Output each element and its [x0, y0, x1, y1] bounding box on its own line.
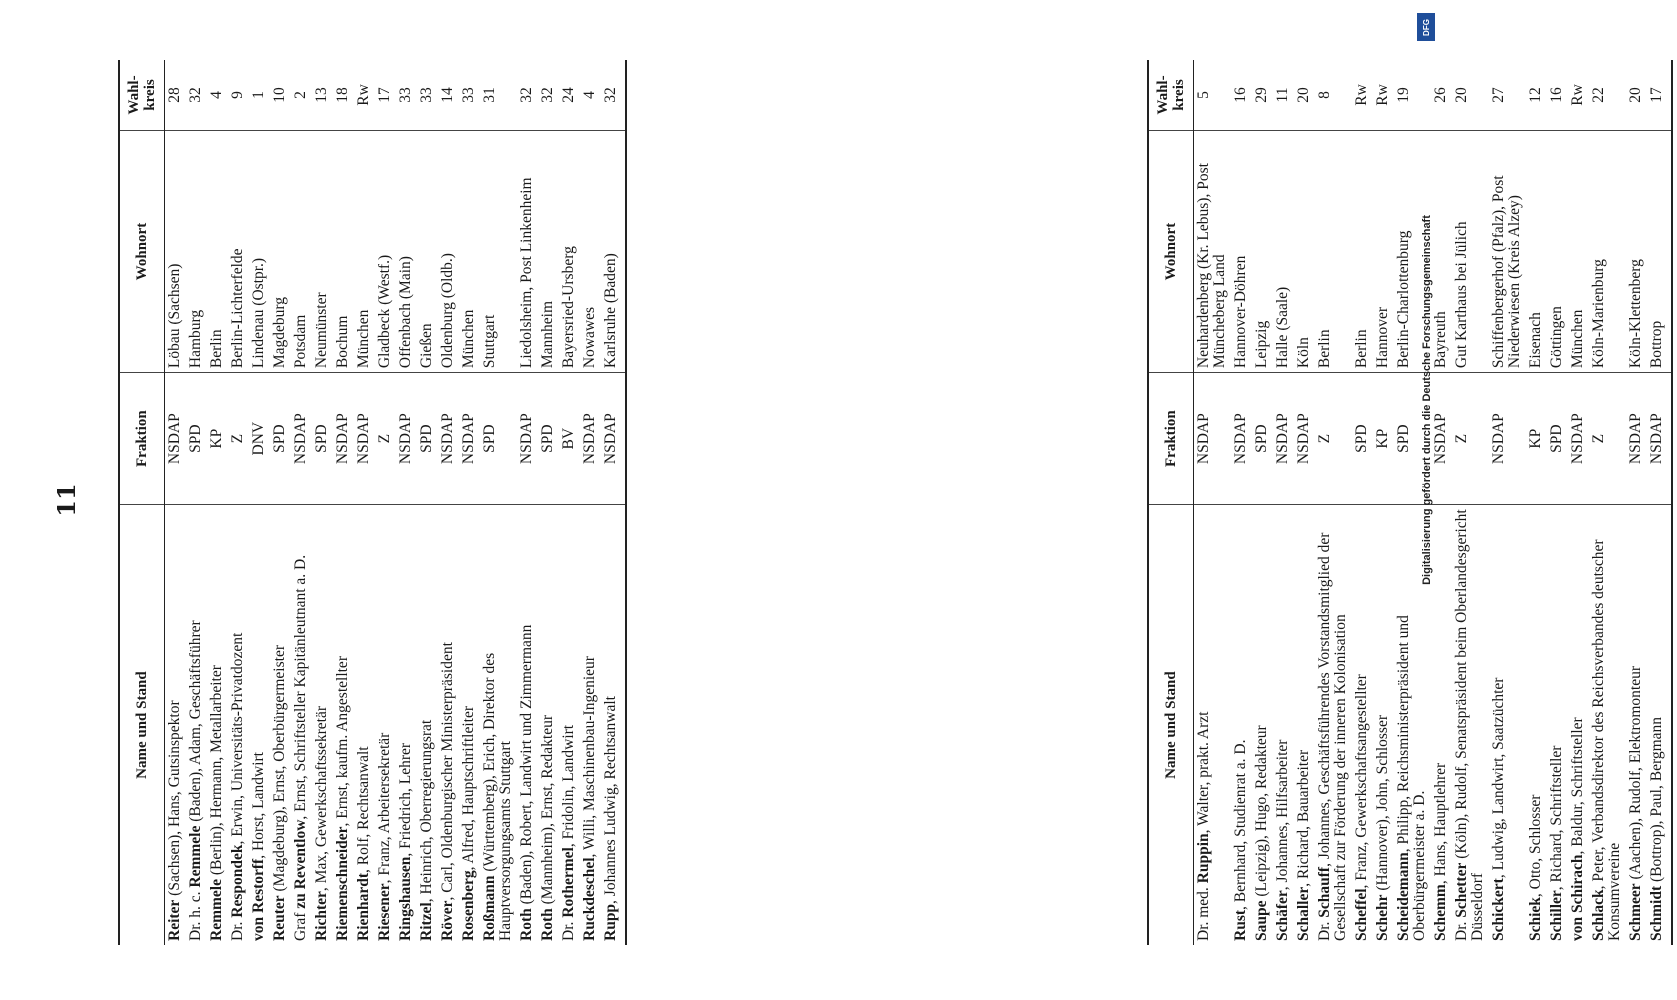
fraktion-cell: NSDAP — [517, 373, 538, 505]
member-surname: Ruppin — [1195, 833, 1212, 884]
fraktion-cell: NSDAP — [1489, 373, 1526, 505]
table-row — [417, 60, 438, 945]
member-name-cell — [1647, 505, 1672, 945]
wahlkreis-cell: 11 — [1273, 60, 1294, 130]
fraktion-cell: KP — [1526, 373, 1547, 505]
wahlkreis-cell: 32 — [186, 60, 207, 130]
member-name-cell — [312, 505, 333, 945]
header-fraktion: Fraktion — [1148, 373, 1194, 505]
left-table-body — [165, 60, 627, 945]
fraktion-cell: SPD — [538, 373, 559, 505]
wahlkreis-cell: Rw — [1373, 60, 1394, 130]
members-table-left — [118, 60, 631, 945]
wahlkreis-cell: 33 — [459, 60, 480, 130]
member-surname: Scheidemann — [1395, 852, 1412, 941]
wahlkreis-cell: 32 — [538, 60, 559, 130]
member-name-cell — [1194, 505, 1232, 945]
member-details: (Württemberg), Erich, Direktor des Hauptversorgungsamts Stuttgart — [481, 652, 514, 941]
table-row — [1315, 60, 1352, 945]
wohnort-cell: Hannover — [1373, 130, 1394, 372]
table-row — [228, 60, 249, 945]
table-row — [1647, 60, 1672, 945]
member-surname: Riemenschneider — [334, 826, 351, 941]
table-row — [270, 60, 291, 945]
wohnort-cell: Berlin — [1352, 130, 1373, 372]
member-details: , Walter, prakt. Arzt — [1195, 711, 1212, 834]
wahlkreis-cell: 1 — [249, 60, 270, 130]
member-surname: Ruckdeschel — [581, 857, 598, 941]
dfg-logo-icon: DFG — [1417, 13, 1435, 41]
wahlkreis-cell: 29 — [1252, 60, 1273, 130]
wahlkreis-cell: 4 — [207, 60, 228, 130]
member-name-cell — [1352, 505, 1373, 945]
table-row — [1231, 60, 1252, 945]
member-name-cell — [1526, 505, 1547, 945]
wohnort-cell: Bayersried-Ursberg — [559, 130, 580, 372]
member-name-cell — [417, 505, 438, 945]
name-prefix: Dr. h. c. — [187, 887, 204, 941]
wahlkreis-cell: 20 — [1452, 60, 1489, 130]
wahlkreis-cell: 13 — [312, 60, 333, 130]
header-fraktion: Fraktion — [119, 373, 165, 505]
member-surname: Roth — [518, 908, 535, 941]
wahlkreis-cell: 22 — [1589, 60, 1626, 130]
fraktion-cell: NSDAP — [1568, 373, 1589, 505]
fraktion-cell: NSDAP — [1431, 373, 1452, 505]
table-row — [1252, 60, 1273, 945]
wohnort-cell: Neuhardenberg (Kr. Lebus), Post Müncheberg Land — [1194, 130, 1232, 372]
member-details: , Friedrich, Lehrer — [397, 742, 414, 857]
member-details: , Philipp, Reichsministerpräsident und Oberbürgermeister a. D. — [1395, 615, 1428, 941]
member-surname: von Restorff — [250, 858, 267, 941]
table-row — [1294, 60, 1315, 945]
wohnort-cell: Leipzig — [1252, 130, 1273, 372]
member-surname: Ringshausen — [397, 856, 414, 941]
wahlkreis-cell: Rw — [1352, 60, 1373, 130]
member-name-cell — [580, 505, 601, 945]
fraktion-cell: NSDAP — [1647, 373, 1672, 505]
member-name-cell — [249, 505, 270, 945]
wahlkreis-cell: 27 — [1489, 60, 1526, 130]
member-details: , Johannes, Hilfsarbeiter — [1274, 739, 1291, 891]
member-surname: Roth — [539, 908, 556, 941]
fraktion-cell: SPD — [1352, 373, 1373, 505]
member-surname: Reiter — [166, 899, 183, 941]
wohnort-cell: Liedolsheim, Post Linkenheim — [517, 130, 538, 372]
member-name-cell — [1373, 505, 1394, 945]
digitization-credit — [1416, 5, 1438, 995]
table-bottom-rule — [1672, 60, 1677, 945]
member-surname: Respondek — [229, 844, 246, 918]
wahlkreis-cell: 17 — [375, 60, 396, 130]
fraktion-cell: NSDAP — [1194, 373, 1232, 505]
fraktion-cell: NSDAP — [1231, 373, 1252, 505]
table-row — [1626, 60, 1647, 945]
page-number: 11 — [52, 483, 81, 517]
member-surname: Schäfer — [1274, 890, 1291, 941]
wohnort-cell: Göttingen — [1547, 130, 1568, 372]
member-details: (Baden), Adam, Geschäftsführer — [187, 620, 204, 826]
wohnort-cell: Köln — [1294, 130, 1315, 372]
wahlkreis-cell: 24 — [559, 60, 580, 130]
member-details: , Otto, Schlosser — [1527, 794, 1544, 898]
member-surname: Reuter — [271, 895, 288, 941]
table-row — [1273, 60, 1294, 945]
members-table-right — [1147, 60, 1677, 945]
fraktion-cell: SPD — [1252, 373, 1273, 505]
member-surname: Riesener — [376, 883, 393, 941]
member-details: , Rolf, Rechtsanwalt — [355, 746, 372, 873]
table-bottom-rule — [626, 60, 631, 945]
member-details: , Franz, Arbeitersekretär — [376, 732, 393, 884]
wahlkreis-cell: 16 — [1547, 60, 1568, 130]
header-wahlkreis: Wahl-kreis — [1148, 60, 1194, 130]
wahlkreis-cell: 18 — [333, 60, 354, 130]
fraktion-cell: SPD — [186, 373, 207, 505]
wohnort-cell: München — [354, 130, 375, 372]
member-name-cell — [165, 505, 187, 945]
name-prefix: Dr. med. — [1195, 883, 1212, 941]
fraktion-cell: NSDAP — [396, 373, 417, 505]
name-prefix: Dr. — [1453, 917, 1470, 941]
fraktion-cell: SPD — [417, 373, 438, 505]
member-details: (Köln), Rudolf, Senatspräsident beim Oberlandesgericht Düsseldorf — [1453, 509, 1486, 941]
wahlkreis-cell: 32 — [601, 60, 626, 130]
fraktion-cell: NSDAP — [580, 373, 601, 505]
member-details: (Berlin), Hermann, Metallarbeiter — [208, 665, 225, 880]
wahlkreis-cell: 31 — [480, 60, 517, 130]
wahlkreis-cell: 28 — [165, 60, 187, 130]
member-surname: Roßmann — [481, 875, 498, 941]
wohnort-cell: Schiffenbergerhof (Pfalz), Post Niederwiesen (Kreis Alzey) — [1489, 130, 1526, 372]
fraktion-cell: KP — [207, 373, 228, 505]
wahlkreis-cell: 4 — [580, 60, 601, 130]
wahlkreis-cell: 9 — [228, 60, 249, 130]
wohnort-cell: Potsdam — [291, 130, 312, 372]
member-details: , Willi, Maschinenbau-Ingenieur — [581, 656, 598, 858]
credit-text: Digitalisierung gefördert durch die Deutsche Forschungsgemeinschaft — [1421, 215, 1433, 585]
member-name-cell — [333, 505, 354, 945]
member-details: , Richard, Bauarbeiter — [1295, 749, 1312, 887]
fraktion-cell: Z — [1452, 373, 1489, 505]
member-details: , Alfred, Hauptschriftleiter — [460, 705, 477, 871]
member-name-cell — [1294, 505, 1315, 945]
wohnort-cell: Bochum — [333, 130, 354, 372]
member-details: , Fridolin, Landwirt — [560, 724, 577, 848]
member-surname: Schauff — [1316, 866, 1333, 918]
member-name-cell — [186, 505, 207, 945]
wahlkreis-cell: 17 — [1647, 60, 1672, 130]
table-row — [559, 60, 580, 945]
name-prefix: Graf — [292, 908, 309, 941]
member-name-cell — [270, 505, 291, 945]
wohnort-cell: Berlin-Lichterfelde — [228, 130, 249, 372]
wahlkreis-cell: 33 — [396, 60, 417, 130]
table-row — [333, 60, 354, 945]
member-name-cell — [538, 505, 559, 945]
fraktion-cell: SPD — [270, 373, 291, 505]
table-row — [480, 60, 517, 945]
table-row — [249, 60, 270, 945]
member-name-cell — [1273, 505, 1294, 945]
wahlkreis-cell: 5 — [1194, 60, 1232, 130]
table-row — [291, 60, 312, 945]
wohnort-cell: Berlin — [1315, 130, 1352, 372]
member-name-cell — [1315, 505, 1352, 945]
member-surname: Rosenberg — [460, 870, 477, 941]
member-name-cell — [1589, 505, 1626, 945]
member-surname: Remmele — [187, 825, 204, 888]
member-name-cell — [559, 505, 580, 945]
wahlkreis-cell: 26 — [1431, 60, 1452, 130]
member-name-cell — [228, 505, 249, 945]
member-surname: Schemm — [1432, 884, 1449, 941]
wahlkreis-cell: 33 — [417, 60, 438, 130]
member-name-cell — [1547, 505, 1568, 945]
table-row — [165, 60, 187, 945]
fraktion-cell: SPD — [1394, 373, 1431, 505]
wahlkreis-cell: 16 — [1231, 60, 1252, 130]
wohnort-cell: Halle (Saale) — [1273, 130, 1294, 372]
member-name-cell — [438, 505, 459, 945]
member-details: (Sachsen), Hans, Gutsinspektor — [166, 700, 183, 900]
member-details: , Peter, Verbandsdirektor des Reichsverbandes deutscher Konsumvereine — [1590, 539, 1623, 941]
wahlkreis-cell: 32 — [517, 60, 538, 130]
member-surname: Schetter — [1453, 862, 1470, 918]
wohnort-cell: Karlsruhe (Baden) — [601, 130, 626, 372]
table-row — [1352, 60, 1373, 945]
member-details: (Baden), Robert, Landwirt und Zimmermann — [518, 624, 535, 909]
wohnort-cell: Offenbach (Main) — [396, 130, 417, 372]
table-row — [1194, 60, 1232, 945]
table-row — [1373, 60, 1394, 945]
wahlkreis-cell: 12 — [1526, 60, 1547, 130]
fraktion-cell: NSDAP — [354, 373, 375, 505]
name-prefix: Dr. — [1316, 917, 1333, 941]
member-details: , Heinrich, Oberregierungsrat — [418, 719, 435, 903]
fraktion-cell: KP — [1373, 373, 1394, 505]
member-name-cell — [459, 505, 480, 945]
fraktion-cell: DNV — [249, 373, 270, 505]
fraktion-cell: NSDAP — [291, 373, 312, 505]
wohnort-cell: Mannheim — [538, 130, 559, 372]
header-name: Name und Stand — [119, 505, 165, 945]
member-details: , Richard, Schriftsteller — [1548, 745, 1565, 891]
member-name-cell — [207, 505, 228, 945]
member-name-cell — [1489, 505, 1526, 945]
wohnort-cell: Köln-Klettenberg — [1626, 130, 1647, 372]
table-row — [375, 60, 396, 945]
table-row — [1589, 60, 1626, 945]
member-details: , Max, Gewerkschaftssekretär — [313, 706, 330, 892]
fraktion-cell: Z — [228, 373, 249, 505]
wohnort-cell: Gut Karthaus bei Jülich — [1452, 130, 1489, 372]
wohnort-cell: Hannover-Döhren — [1231, 130, 1252, 372]
member-surname: von Schirach — [1569, 854, 1586, 941]
member-surname: Röver — [439, 900, 456, 941]
member-surname: Schiller — [1548, 890, 1565, 941]
fraktion-cell: NSDAP — [1294, 373, 1315, 505]
wohnort-cell: Bayreuth — [1431, 130, 1452, 372]
member-details: , Erwin, Universitäts-Privatdozent — [229, 632, 246, 845]
member-details: , Hans, Hauptlehrer — [1432, 762, 1449, 885]
table-row — [1489, 60, 1526, 945]
table-row — [186, 60, 207, 945]
table-row — [1452, 60, 1489, 945]
member-name-cell — [375, 505, 396, 945]
header-name: Name und Stand — [1148, 505, 1194, 945]
member-surname: Ritzel — [418, 902, 435, 941]
member-surname: Schmeer — [1627, 883, 1644, 941]
wahlkreis-cell: 14 — [438, 60, 459, 130]
member-name-cell — [396, 505, 417, 945]
fraktion-cell: NSDAP — [459, 373, 480, 505]
wohnort-cell: Eisenach — [1526, 130, 1547, 372]
member-surname: Schmidt — [1648, 885, 1665, 941]
wohnort-cell: München — [1568, 130, 1589, 372]
table-row — [538, 60, 559, 945]
member-details: (Mannheim), Ernst, Redakteur — [539, 715, 556, 909]
member-surname: Rothermel — [560, 847, 577, 918]
member-surname: Schehr — [1374, 894, 1391, 941]
member-details: (Leipzig), Hugo, Redakteur — [1253, 725, 1270, 901]
wohnort-cell: Gladbeck (Westf.) — [375, 130, 396, 372]
wohnort-cell: Oldenburg (Oldb.) — [438, 130, 459, 372]
wohnort-cell: Bottrop — [1647, 130, 1672, 372]
member-surname: Rust — [1232, 909, 1249, 941]
table-row — [1547, 60, 1568, 945]
member-surname: Remmele — [208, 879, 225, 941]
wohnort-cell: Hamburg — [186, 130, 207, 372]
member-surname: zu Reventlow — [292, 819, 309, 909]
member-details: (Hannover), John, Schlosser — [1374, 714, 1391, 895]
table-row — [601, 60, 626, 945]
table-row — [459, 60, 480, 945]
member-surname: Scheffel — [1353, 888, 1370, 941]
header-wahlkreis: Wahl-kreis — [119, 60, 165, 130]
fraktion-cell: SPD — [1547, 373, 1568, 505]
member-details: , Horst, Landwirt — [250, 752, 267, 859]
name-prefix: Dr. — [229, 917, 246, 941]
table-row — [207, 60, 228, 945]
member-surname: Rienhardt — [355, 872, 372, 941]
member-surname: Schickert — [1490, 878, 1507, 941]
fraktion-cell: Z — [1315, 373, 1352, 505]
fraktion-cell: Z — [1589, 373, 1626, 505]
table-row — [517, 60, 538, 945]
member-details: (Bottrop), Paul, Bergmann — [1648, 716, 1665, 886]
table-row — [354, 60, 375, 945]
member-details: , Bernhard, Studienrat a. D. — [1232, 739, 1249, 910]
wahlkreis-cell: 10 — [270, 60, 291, 130]
fraktion-cell: Z — [375, 373, 396, 505]
member-details: , Franz, Gewerkschaftsangestellter — [1353, 674, 1370, 889]
member-name-cell — [1452, 505, 1489, 945]
wohnort-cell: Berlin — [207, 130, 228, 372]
table-row — [438, 60, 459, 945]
fraktion-cell: NSDAP — [333, 373, 354, 505]
table-row — [580, 60, 601, 945]
member-surname: Schlack — [1590, 889, 1607, 941]
wahlkreis-cell: 20 — [1626, 60, 1647, 130]
member-details: , Johannes Ludwig, Rechtsanwalt — [602, 696, 619, 904]
fraktion-cell: NSDAP — [601, 373, 626, 505]
wohnort-cell: Löbau (Sachsen) — [165, 130, 187, 372]
table-row — [1526, 60, 1547, 945]
wahlkreis-cell: 2 — [291, 60, 312, 130]
member-surname: Schiek — [1527, 897, 1544, 941]
member-name-cell — [1568, 505, 1589, 945]
member-details: , Ludwig, Landwirt, Saatzüchter — [1490, 677, 1507, 879]
member-name-cell — [480, 505, 517, 945]
fraktion-cell: NSDAP — [1273, 373, 1294, 505]
fraktion-cell: SPD — [480, 373, 517, 505]
name-prefix: Dr. — [560, 917, 577, 941]
wohnort-cell: München — [459, 130, 480, 372]
member-details: (Aachen), Rudolf, Elektromonteur — [1627, 665, 1644, 884]
header-wohnort: Wohnort — [1148, 130, 1194, 372]
member-name-cell — [354, 505, 375, 945]
wohnort-cell: Nowawes — [580, 130, 601, 372]
fraktion-cell: BV — [559, 373, 580, 505]
member-name-cell — [1252, 505, 1273, 945]
table-row — [1568, 60, 1589, 945]
member-name-cell — [601, 505, 626, 945]
fraktion-cell: NSDAP — [1626, 373, 1647, 505]
wahlkreis-cell: 19 — [1394, 60, 1431, 130]
fraktion-cell: NSDAP — [438, 373, 459, 505]
wohnort-cell: Lindenau (Ostpr.) — [249, 130, 270, 372]
fraktion-cell: SPD — [312, 373, 333, 505]
member-surname: Schaller — [1295, 886, 1312, 941]
member-name-cell — [291, 505, 312, 945]
fraktion-cell: NSDAP — [165, 373, 187, 505]
wahlkreis-cell: Rw — [354, 60, 375, 130]
member-surname: Rupp — [602, 903, 619, 941]
wahlkreis-cell: 8 — [1315, 60, 1352, 130]
table-row — [396, 60, 417, 945]
member-surname: Saupe — [1253, 900, 1270, 941]
wahlkreis-cell: 20 — [1294, 60, 1315, 130]
member-details: , Ernst, kaufm. Angestellter — [334, 656, 351, 827]
wohnort-cell: Stuttgart — [480, 130, 517, 372]
wohnort-cell: Neumünster — [312, 130, 333, 372]
wohnort-cell: Gießen — [417, 130, 438, 372]
member-details: , Carl, Oldenburgischer Ministerpräsident — [439, 642, 456, 901]
wahlkreis-cell: Rw — [1568, 60, 1589, 130]
member-details: (Magdeburg), Ernst, Oberbürgermeister — [271, 645, 288, 896]
wohnort-cell: Berlin-Charlottenburg — [1394, 130, 1431, 372]
member-name-cell — [1626, 505, 1647, 945]
member-name-cell — [1231, 505, 1252, 945]
wohnort-cell: Magdeburg — [270, 130, 291, 372]
member-details: , Baldur, Schriftsteller — [1569, 717, 1586, 855]
member-details: , Ernst, Schriftsteller Kapitänleutnant a. D. — [292, 554, 309, 820]
member-name-cell — [517, 505, 538, 945]
member-surname: Richter — [313, 891, 330, 941]
wohnort-cell: Köln-Marienburg — [1589, 130, 1626, 372]
header-wohnort: Wohnort — [119, 130, 165, 372]
table-row — [312, 60, 333, 945]
member-details: , Johannes, Geschäftsführendes Vorstandsmitglied der Gesellschaft zur Förderung der inneren Kolonisation — [1316, 532, 1349, 941]
